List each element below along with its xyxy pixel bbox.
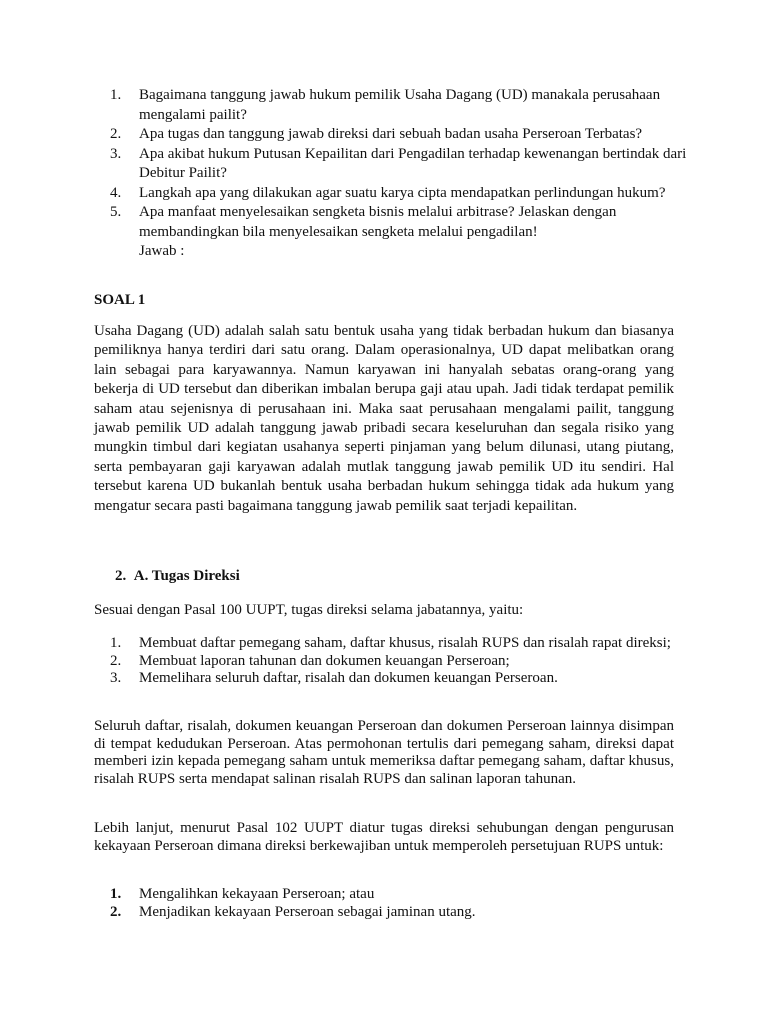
duty-text: Membuat laporan tahunan dan dokumen keuangan Perseroan; <box>139 652 510 669</box>
soal-2-heading-text: A. Tugas Direksi <box>133 568 240 584</box>
soal-2-heading <box>115 568 240 585</box>
duty-text: Memelihara seluruh daftar, risalah dan dokumen keuangan Perseroan. <box>139 670 558 686</box>
question-text: Langkah apa yang dilakukan agar suatu karya cipta mendapatkan perlindungan hukum? <box>139 184 666 201</box>
list-item: 1. Mengalihkan kekayaan Perseroan; atau <box>110 886 375 902</box>
list-item: 3. Memelihara seluruh daftar, risalah dan dokumen keuangan Perseroan. <box>110 670 558 686</box>
question-text: Apa manfaat menyelesaikan sengketa bisnis melalui arbitrase? Jelaskan dengan membandingkan bila menyelesaikan sengketa melalui pengadilan! <box>139 204 617 240</box>
question-text: Apa tugas dan tanggung jawab direksi dari sebuah badan usaha Perseroan Terbatas? <box>139 126 643 142</box>
approval-text: Mengalihkan kekayaan Perseroan; atau <box>139 886 375 902</box>
list-item: 3. Apa akibat hukum Putusan Kepailitan dari Pengadilan terhadap kewenangan bertindak dari Debitur Pailit? <box>110 145 687 181</box>
list-item: 4. Langkah apa yang dilakukan agar suatu karya cipta mendapatkan perlindungan hukum? <box>110 184 666 201</box>
list-item: 5. Apa manfaat menyelesaikan sengketa bisnis melalui arbitrase? Jelaskan dengan membandingkan bila menyelesaikan sengketa melalui pengadilan! Jawab : <box>110 203 710 262</box>
list-item: 2. Membuat laporan tahunan dan dokumen keuangan Perseroan; <box>110 652 510 669</box>
duties-list <box>110 635 674 688</box>
list-item: 2. Menjadikan kekayaan Perseroan sebagai jaminan utang. <box>110 903 476 920</box>
soal-1-heading: SOAL 1 <box>94 292 146 308</box>
duty-text: Membuat daftar pemegang saham, daftar khusus, risalah RUPS dan risalah rapat direksi; <box>139 635 671 651</box>
list-item: 1. Membuat daftar pemegang saham, daftar khusus, risalah RUPS dan risalah rapat direksi; <box>110 635 671 651</box>
jawab-label: Jawab : <box>139 243 185 259</box>
records-paragraph: Seluruh daftar, risalah, dokumen keuangan Perseroan dan dokumen Perseroan lainnya disimpan di tempat kedudukan Perseroan. Atas permohonan tertulis dari pemegang saham, direksi dapat memberi izin kepada pemegang saham untuk memeriksa daftar pemegang saham, daftar khusus, risalah RUPS serta mendapat salinan risalah RUPS dan salinan laporan tahunan. <box>94 718 674 787</box>
list-item: 2. Apa tugas dan tanggung jawab direksi dari sebuah badan usaha Perseroan Terbatas? <box>110 126 643 142</box>
list-item: 1. Bagaimana tanggung jawab hukum pemilik Usaha Dagang (UD) manakala perusahaan mengalami pailit? <box>110 87 661 123</box>
question-text: Bagaimana tanggung jawab hukum pemilik Usaha Dagang (UD) manakala perusahaan mengalami pailit? <box>139 87 661 123</box>
question-text: Apa akibat hukum Putusan Kepailitan dari Pengadilan terhadap kewenangan bertindak dari Debitur Pailit? <box>139 145 687 181</box>
approval-list <box>110 886 674 921</box>
soal-2-heading-number: 2. <box>115 568 127 584</box>
duties-intro: Sesuai dengan Pasal 100 UUPT, tugas direksi selama jabatannya, yaitu: <box>94 602 524 618</box>
soal-1-paragraph: Usaha Dagang (UD) adalah salah satu bentuk usaha yang tidak berbadan hukum dan biasanya pemiliknya hanya terdiri dari satu orang. Dalam operasionalnya, UD dapat melibatkan orang lain sebagai para karyawannya. Namun karyawan ini hanyalah sebatas orang-orang yang bekerja di UD tersebut dan diberikan imbalan berupa gaji atau upah. Jadi tidak terdapat pemilik saham atau sejenisnya di perusahaan ini. Maka saat perusahaan mengalami pailit, tanggung jawab pemilik UD adalah tanggung jawab pribadi secara keseluruhan dan segala risiko yang mungkin timbul dari kegiatan usahanya seperti pinjaman yang belum dilunasi, utang piutang, serta pembayaran gaji karyawan adalah mutlak tanggung jawab pemilik UD itu sendiri. Hal tersebut karena UD bukanlah bentuk usaha berbadan hukum sehingga tidak ada hukum yang mengatur secara pasti bagaimana tanggung jawab pemilik saat terjadi kepailitan. <box>94 323 674 514</box>
question-list <box>110 86 710 262</box>
pasal-102-paragraph: Lebih lanjut, menurut Pasal 102 UUPT diatur tugas direksi sehubungan dengan pengurusan kekayaan Perseroan dimana direksi berkewajiban untuk memperoleh persetujuan RUPS untuk: <box>94 820 674 854</box>
approval-text: Menjadikan kekayaan Perseroan sebagai jaminan utang. <box>139 903 476 920</box>
